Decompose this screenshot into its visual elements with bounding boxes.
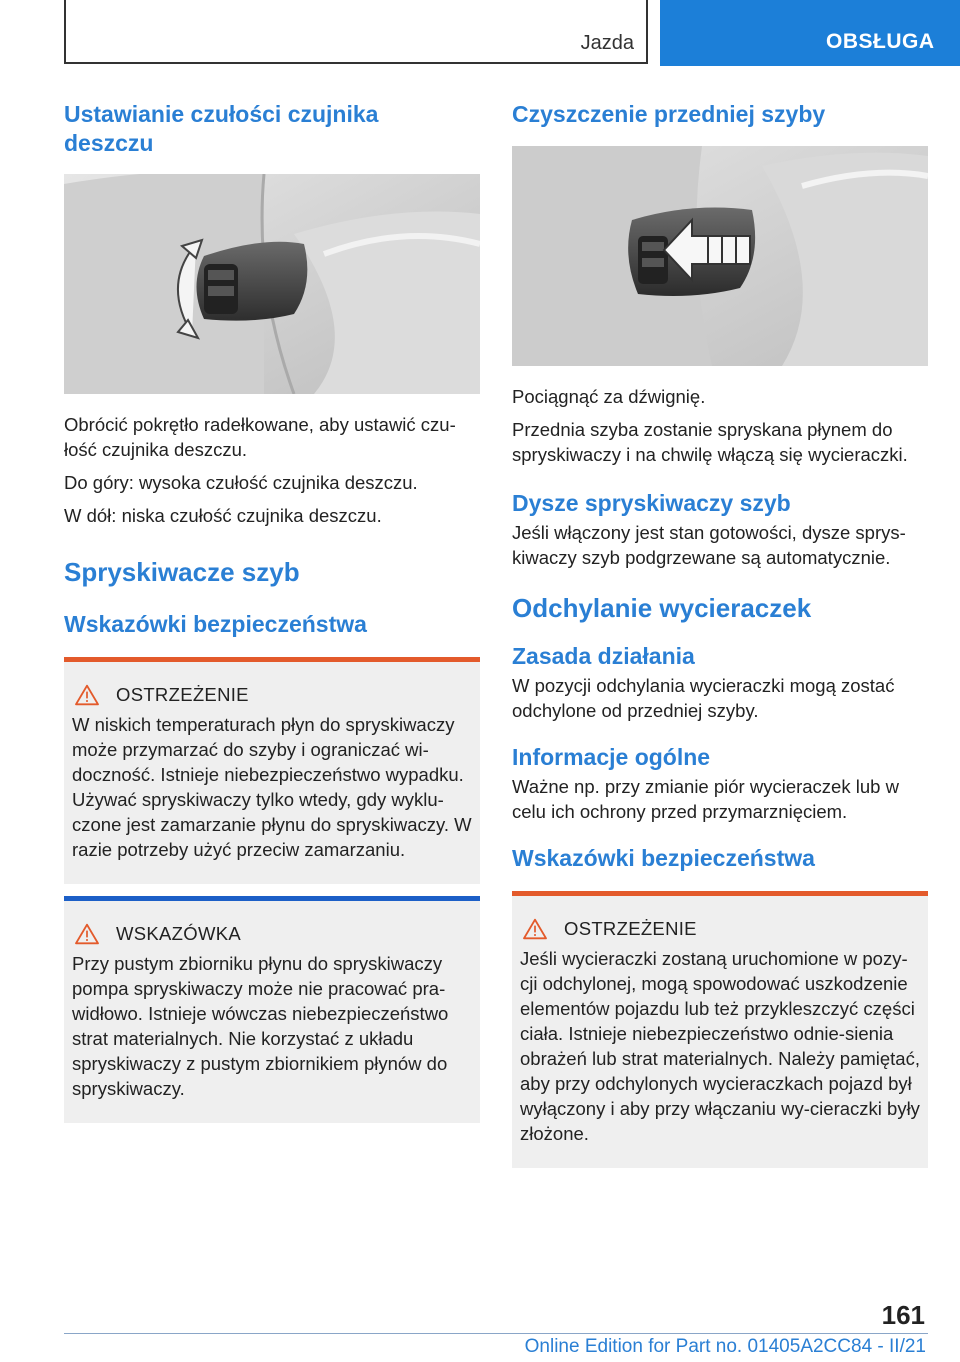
heading-clean-windshield: Czyszczenie przedniej szyby bbox=[512, 101, 826, 127]
heading-principle: Zasada działania bbox=[512, 643, 695, 669]
heading-safety-right: Wskazówki bezpieczeństwa bbox=[512, 845, 815, 871]
footer-divider bbox=[64, 1333, 928, 1334]
paragraph-rotate-knob: Obrócić pokrętło radełkowane, aby ustawić czu-łość czujnika deszczu. bbox=[64, 414, 456, 460]
notice-title-text-1: WSKAZÓWKA bbox=[116, 923, 242, 944]
rain-sensor-lever-image bbox=[64, 174, 480, 394]
warning-box-freezing bbox=[64, 657, 480, 884]
left-column bbox=[64, 100, 480, 1123]
paragraph-principle: W pozycji odchylania wycieraczki mogą zostać odchylone od przedniej szyby. bbox=[512, 675, 895, 721]
heading-wiper-tilt: Odchylanie wycieraczek bbox=[512, 593, 812, 623]
paragraph-nozzles-heated: Jeśli włączony jest stan gotowości, dysze sprys-kiwaczy szyb podgrzewane są automatycznie. bbox=[512, 522, 906, 568]
paragraph-pull-lever: Pociągnąć za dźwignię. bbox=[512, 386, 706, 407]
heading-general-info: Informacje ogólne bbox=[512, 744, 711, 770]
warning-text-2: Jeśli wycieraczki zostaną uruchomione w pozy-cji odchylonej, mogą spowodować uszkodzenie elementów pojazdu lub też przykleszczyć części ciała. Istnieje niebezpieczeństwo odnie-sienia obrażeń lub strat materialnych. Należy pamiętać, aby przy odchylonych wycieraczkach pojazd był wyłączony i aby przy włączaniu wy-cieraczki były złożone. bbox=[520, 948, 920, 1144]
heading-nozzles: Dysze spryskiwaczy szyb bbox=[512, 490, 791, 516]
notice-box-empty-tank bbox=[64, 896, 480, 1123]
warning-triangle-icon bbox=[72, 684, 102, 706]
warning-title-2 bbox=[520, 918, 922, 940]
paragraph-down-low: W dół: niska czułość czujnika deszczu. bbox=[64, 505, 382, 526]
paragraph-up-high: Do góry: wysoka czułość czujnika deszczu. bbox=[64, 472, 418, 493]
notice-title-1 bbox=[72, 923, 474, 945]
warning-text-1: W niskich temperaturach płyn do spryskiwaczy może przymarzać do szyby i ograniczać wi-doczność. Istnieje niebezpieczeństwo wypadku. Używać spryskiwaczy tylko wtedy, gdy wyklu-czone jest zamarzanie płynu do spryskiwaczy. W razie potrzeby użyć przeciw zamarzaniu. bbox=[72, 714, 472, 860]
paragraph-washer-fluid: Przednia szyba zostanie spryskana płynem do spryskiwaczy i na chwilę włączą się wycieraczki. bbox=[512, 419, 908, 465]
heading-safety-left: Wskazówki bezpieczeństwa bbox=[64, 611, 367, 637]
header-chapter-tab: OBSŁUGA bbox=[660, 0, 960, 66]
warning-title-text-2: OSTRZEŻENIE bbox=[564, 918, 697, 939]
page-number: 161 bbox=[881, 1300, 925, 1330]
rain-sensor-illustration bbox=[64, 174, 480, 394]
heading-rain-sensor-sensitivity: Ustawianie czułości czujnika deszczu bbox=[64, 101, 379, 156]
header-frame bbox=[64, 0, 648, 64]
warning-triangle-icon-2 bbox=[520, 918, 550, 940]
warning-box-tilted-wipers bbox=[512, 891, 928, 1168]
notice-text-1: Przy pustym zbiorniku płynu do spryskiwaczy pompa spryskiwaczy może nie pracować pra-widłowo. Istnieje wówczas niebezpieczeństwo strat materialnych. Nie korzystać z układu spryskiwaczy z pustym zbiornikiem płynów do spryskiwaczy. bbox=[72, 953, 449, 1099]
header-section: Jazda bbox=[580, 32, 634, 54]
right-column bbox=[512, 100, 928, 1168]
heading-washers: Spryskiwacze szyb bbox=[64, 557, 300, 587]
washer-lever-image bbox=[512, 146, 928, 366]
notice-triangle-icon bbox=[72, 923, 102, 945]
warning-title-text-1: OSTRZEŻENIE bbox=[116, 684, 249, 705]
warning-title-1 bbox=[72, 684, 474, 706]
footer-edition: Online Edition for Part no. 01405A2CC84 - II/21 bbox=[524, 1336, 926, 1357]
paragraph-general-info: Ważne np. przy zmianie piór wycieraczek lub w celu ich ochrony przed przymarznięciem. bbox=[512, 776, 899, 822]
washer-lever-illustration bbox=[512, 146, 928, 366]
